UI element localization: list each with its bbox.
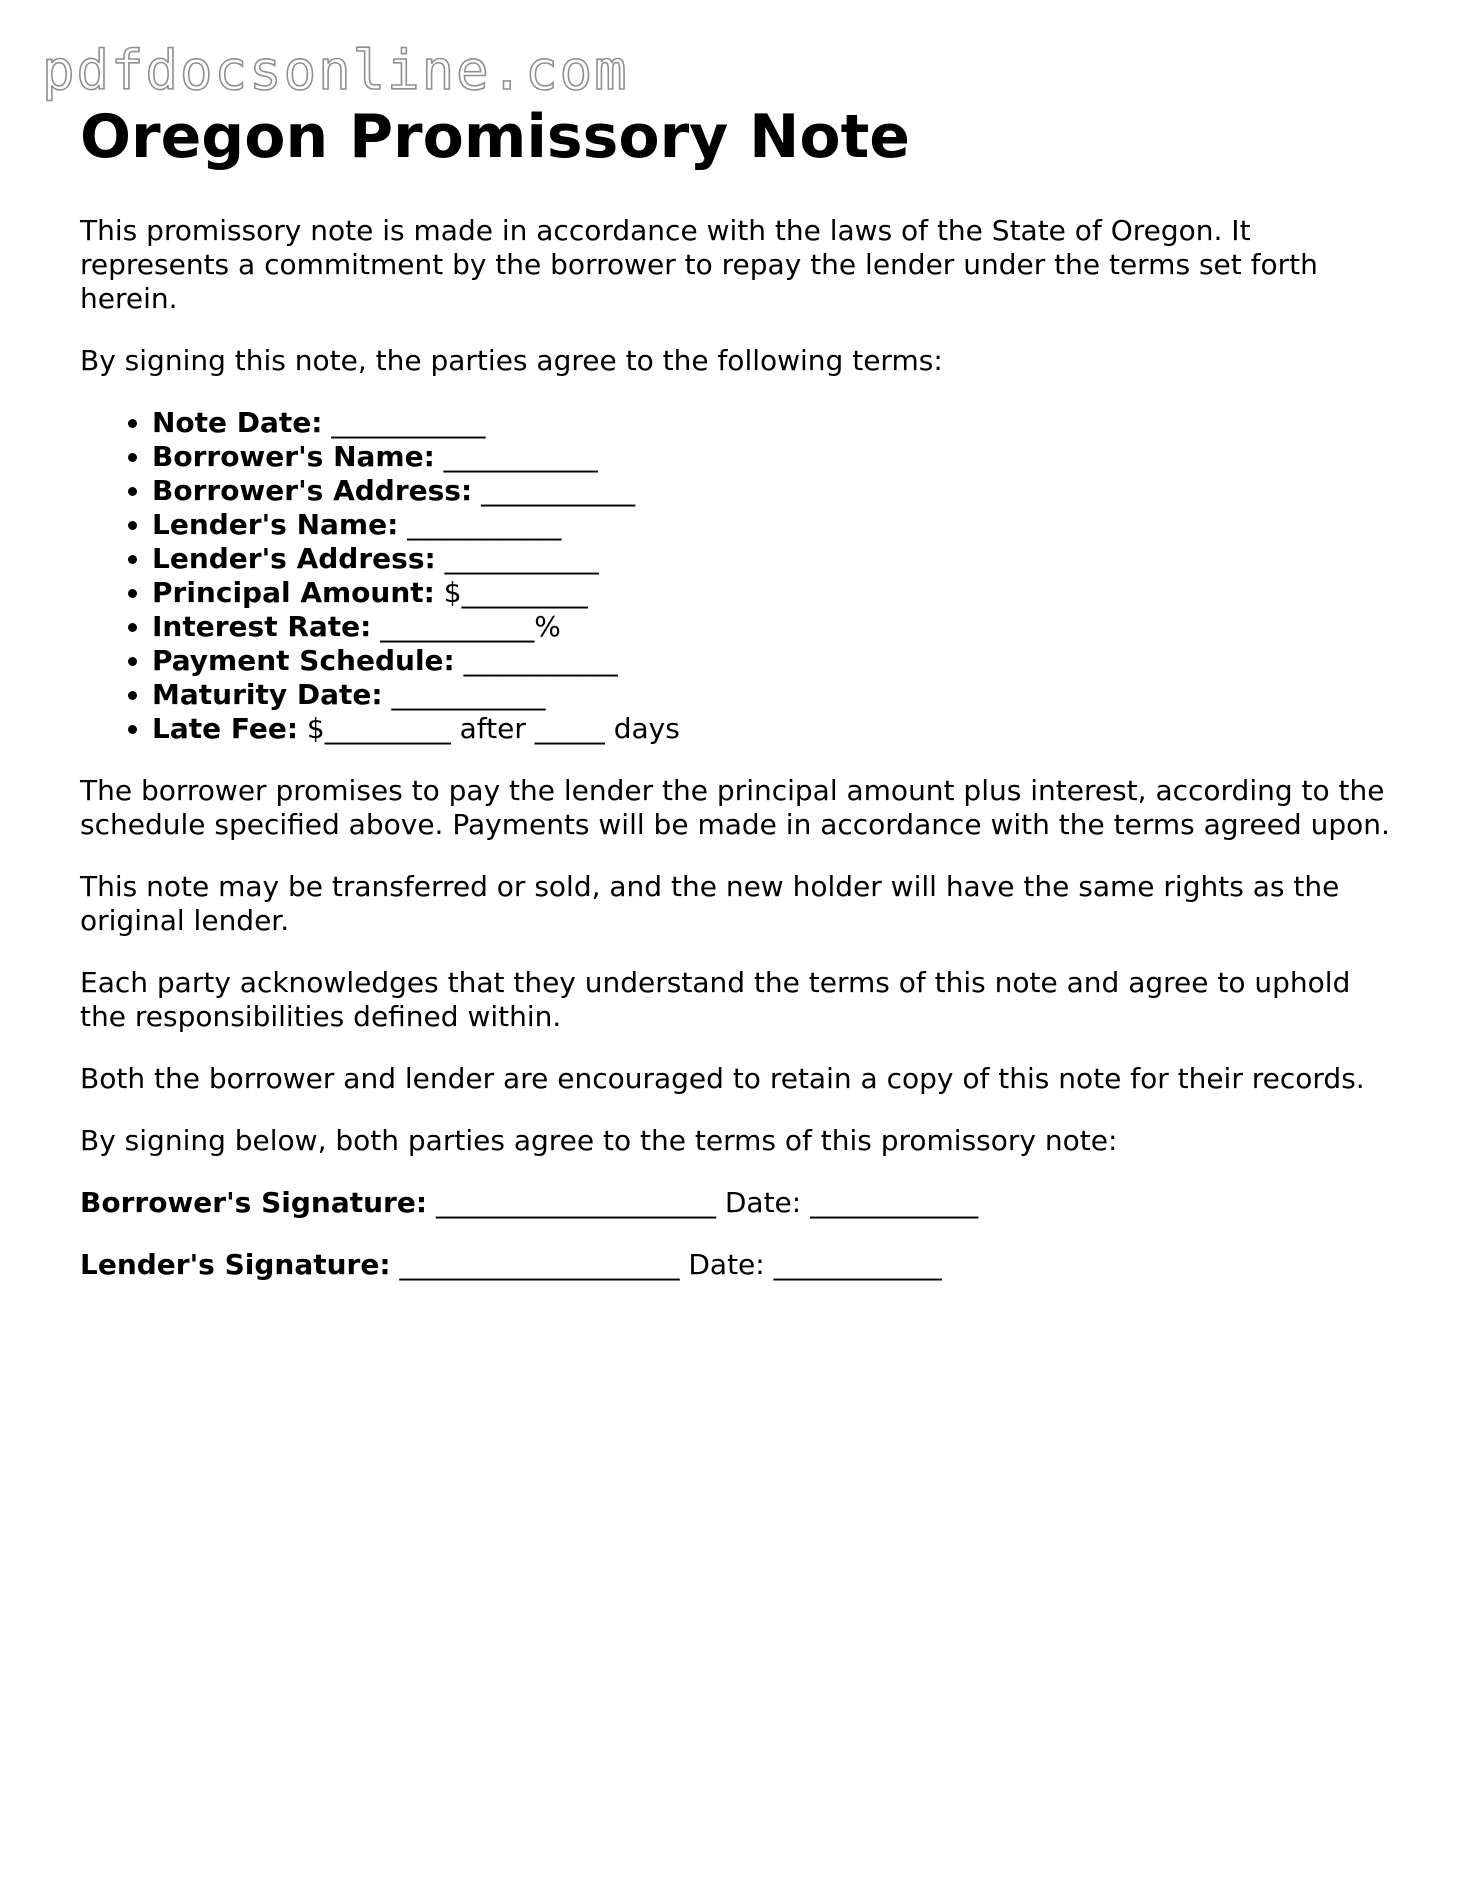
term-blank: ___________ [322,406,486,439]
page-title: Oregon Promissory Note [80,102,910,172]
term-interest-rate [152,610,1400,644]
lender-signature-line [80,1248,1400,1282]
term-label: Lender's Name: [152,508,399,541]
term-blank: ___________ [454,644,618,677]
signature-label: Lender's Signature: [80,1248,391,1281]
term-label: Payment Schedule: [152,644,455,677]
borrower-signature-line [80,1186,1400,1220]
term-borrower-address [152,474,1400,508]
term-blank: ___________ [434,440,598,473]
term-label: Lender's Address: [152,542,436,575]
term-payment-schedule [152,644,1400,678]
term-label: Late Fee: [152,712,299,745]
transfer-paragraph: This note may be transferred or sold, and the new holder will have the same rights as the original lender. [80,870,1340,937]
term-blank: $_________ after _____ days [298,712,680,745]
watermark-logo: pdfdocsonline.com [42,39,629,102]
terms-intro: By signing this note, the parties agree to the following terms: [80,344,943,377]
document-page [80,104,1400,1310]
retain-copy-paragraph: Both the borrower and lender are encouraged to retain a copy of this note for their records. [80,1062,1365,1095]
signing-intro-paragraph: By signing below, both parties agree to the terms of this promissory note: [80,1124,1118,1157]
signature-blank: ____________________ Date: ____________ [390,1248,942,1281]
terms-list [80,406,1400,746]
term-label: Borrower's Address: [152,474,473,507]
term-label: Maturity Date: [152,678,383,711]
term-maturity-date [152,678,1400,712]
acknowledgement-paragraph: Each party acknowledges that they understand the terms of this note and agree to uphold the responsibilities defined within. [80,966,1351,1033]
intro-paragraph: This promissory note is made in accordance with the laws of the State of Oregon. It represents a commitment by the borrower to repay the lender under the terms set forth herein. [80,214,1318,315]
term-label: Borrower's Name: [152,440,435,473]
term-principal-amount [152,576,1400,610]
term-label: Note Date: [152,406,323,439]
term-blank: ___________ [435,542,599,575]
signature-label: Borrower's Signature: [80,1186,428,1219]
term-lender-address [152,542,1400,576]
term-blank: ___________% [371,610,561,643]
term-blank: ___________ [472,474,636,507]
term-note-date [152,406,1400,440]
term-blank: ___________ [398,508,562,541]
term-label: Interest Rate: [152,610,372,643]
term-lender-name [152,508,1400,542]
term-blank: ___________ [382,678,546,711]
term-blank: $_________ [434,576,588,609]
term-borrower-name [152,440,1400,474]
term-late-fee [152,712,1400,746]
payment-promise-paragraph: The borrower promises to pay the lender the principal amount plus interest, according to the schedule specified above. Payments will be made in accordance with the terms agreed upon. [80,774,1390,841]
signature-blank: ____________________ Date: ____________ [427,1186,979,1219]
term-label: Principal Amount: [152,576,435,609]
